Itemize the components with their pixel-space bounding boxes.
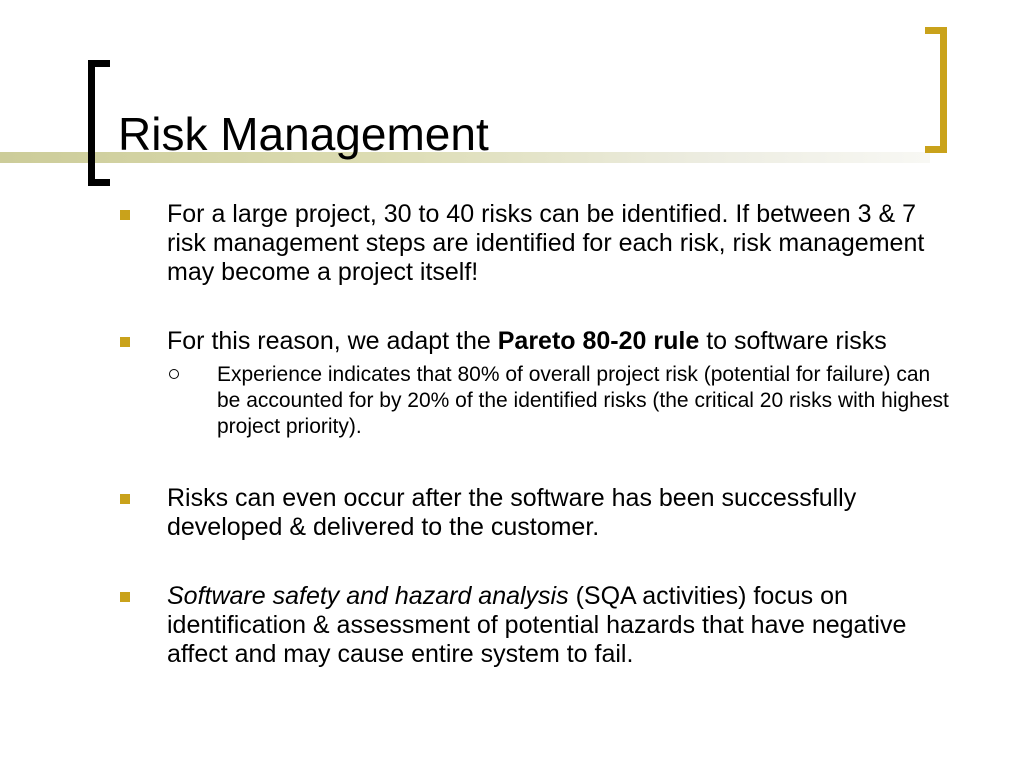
bullet-text: For a large project, 30 to 40 risks can be identified. If between 3 & 7 risk management steps are identified for each risk, risk management may become a project itself! — [167, 200, 925, 286]
circle-bullet-icon — [169, 369, 179, 379]
bullet-text-tail: (SQA activities) focus on identification & assessment of potential hazards that have negative affect and may cause entire system to fail. — [167, 582, 907, 668]
bullet-text — [167, 582, 906, 668]
bullet-item — [117, 200, 957, 287]
square-bullet-icon — [120, 210, 130, 220]
bullet-text — [167, 327, 887, 355]
bullet-item — [117, 582, 957, 669]
bullet-text: Risks can even occur after the software has been successfully developed & delivered to the customer. — [167, 484, 857, 541]
sub-bullet-text: Experience indicates that 80% of overall project risk (potential for failure) can be accounted for by 20% of the identified risks (the critical 20 risks with highest project priority). — [217, 363, 949, 438]
square-bullet-icon — [120, 494, 130, 504]
bullet-list — [117, 200, 957, 669]
pareto-rule-emphasis: Pareto 80-20 rule — [497, 327, 700, 355]
safety-analysis-emphasis: Software safety and hazard analysis — [167, 582, 569, 610]
sub-bullet-item — [167, 362, 957, 440]
square-bullet-icon — [120, 592, 130, 602]
left-bracket-decoration — [88, 60, 110, 186]
bullet-text-tail: to software risks — [699, 327, 887, 355]
square-bullet-icon — [120, 337, 130, 347]
bullet-item — [117, 327, 957, 440]
sub-bullet-list — [167, 362, 957, 440]
right-bracket-decoration — [925, 27, 947, 153]
slide-title: Risk Management — [118, 108, 489, 160]
bullet-item — [117, 484, 957, 542]
bullet-text-lead: For this reason, we adapt the — [167, 327, 498, 355]
